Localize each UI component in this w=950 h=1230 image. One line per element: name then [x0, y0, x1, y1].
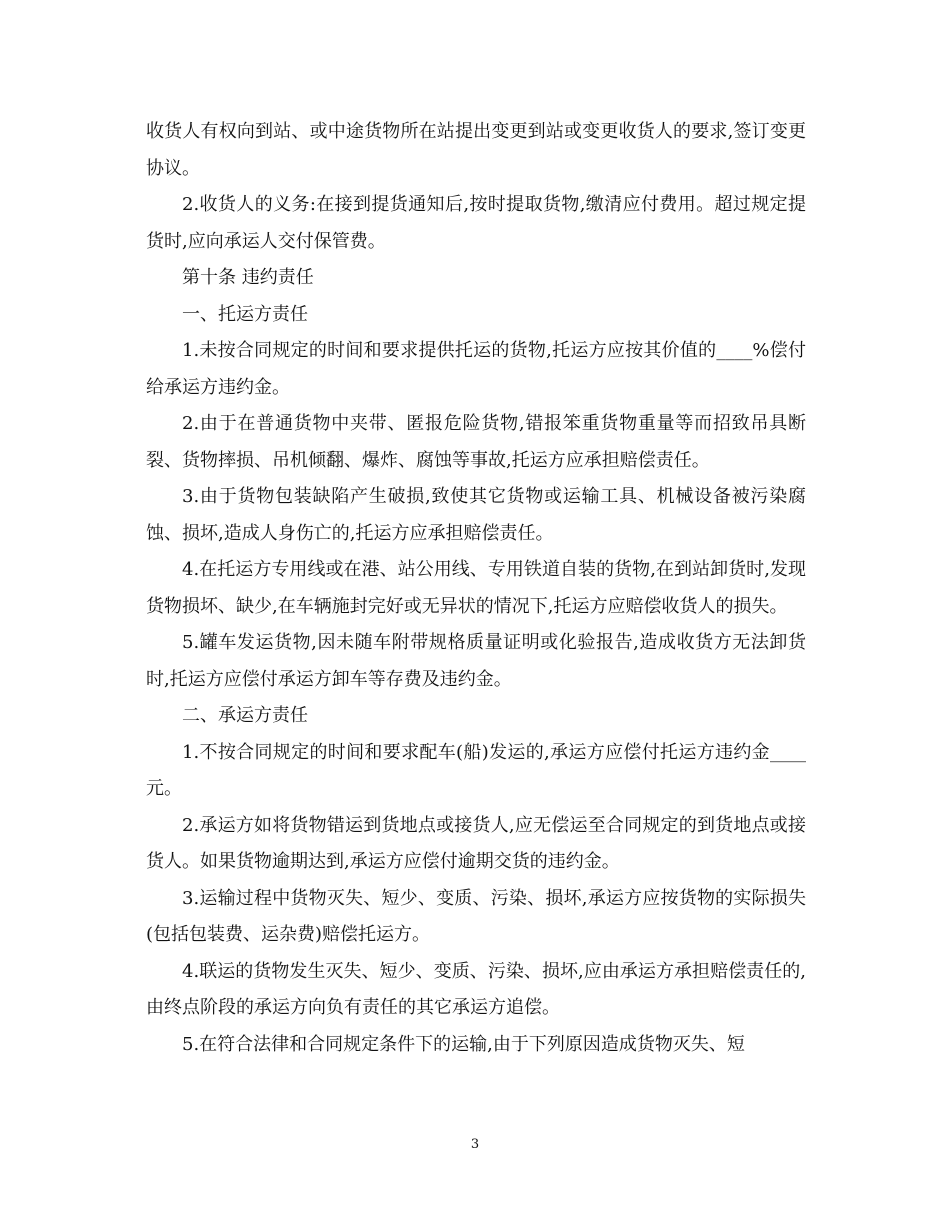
paragraph-carrier-item-2: 2.承运方如将货物错运到货地点或接货人,应无偿运至合同规定的到货地点或接货人。如果货物逾期达到,承运方应偿付逾期交货的违约金。	[146, 814, 806, 872]
section-heading-carrier-liability: 二、承运方责任	[182, 705, 308, 726]
paragraph-carrier-item-1: 1.不按合同规定的时间和要求配车(船)发运的,承运方应偿付托运方违约金____元。	[146, 741, 806, 799]
page-number: 3	[470, 1137, 480, 1152]
document-body	[146, 114, 806, 1063]
paragraph-carrier-item-4: 4.联运的货物发生灭失、短少、变质、污染、损坏,应由承运方承担赔偿责任的,由终点阶段的承运方向负有责任的其它承运方追偿。	[146, 960, 806, 1018]
paragraph-shipper-item-1: 1.未按合同规定的时间和要求提供托运的货物,托运方应按其价值的____%偿付给承运方违约金。	[146, 340, 806, 398]
paragraph-consignee-obligation: 2.收货人的义务:在接到提货通知后,按时提取货物,缴清应付费用。超过规定提货时,应向承运人交付保管费。	[146, 194, 806, 252]
paragraph-shipper-item-2: 2.由于在普通货物中夹带、匿报危险货物,错报笨重货物重量等而招致吊具断裂、货物摔损、吊机倾翻、爆炸、腐蚀等事故,托运方应承担赔偿责任。	[146, 413, 806, 471]
section-heading-shipper-liability: 一、托运方责任	[182, 303, 308, 325]
paragraph-carrier-item-3: 3.运输过程中货物灭失、短少、变质、污染、损坏,承运方应按货物的实际损失(包括包装费、运杂费)赔偿托运方。	[146, 887, 806, 945]
paragraph-shipper-item-5: 5.罐车发运货物,因未随车附带规格质量证明或化验报告,造成收货方无法卸货时,托运方应偿付承运方卸车等存费及违约金。	[146, 632, 806, 690]
paragraph-shipper-item-4: 4.在托运方专用线或在港、站公用线、专用铁道自装的货物,在到站卸货时,发现货物损坏、缺少,在车辆施封完好或无异状的情况下,托运方应赔偿收货人的损失。	[146, 559, 806, 617]
article-heading-liability: 第十条 违约责任	[182, 267, 314, 288]
paragraph-carrier-item-5: 5.在符合法律和合同规定条件下的运输,由于下列原因造成货物灭失、短	[182, 1033, 745, 1055]
paragraph-shipper-item-3: 3.由于货物包装缺陷产生破损,致使其它货物或运输工具、机械设备被污染腐蚀、损坏,造成人身伤亡的,托运方应承担赔偿责任。	[146, 486, 806, 544]
paragraph-consignee-right-cont: 收货人有权向到站、或中途货物所在站提出变更到站或变更收货人的要求,签订变更协议。	[146, 121, 806, 179]
